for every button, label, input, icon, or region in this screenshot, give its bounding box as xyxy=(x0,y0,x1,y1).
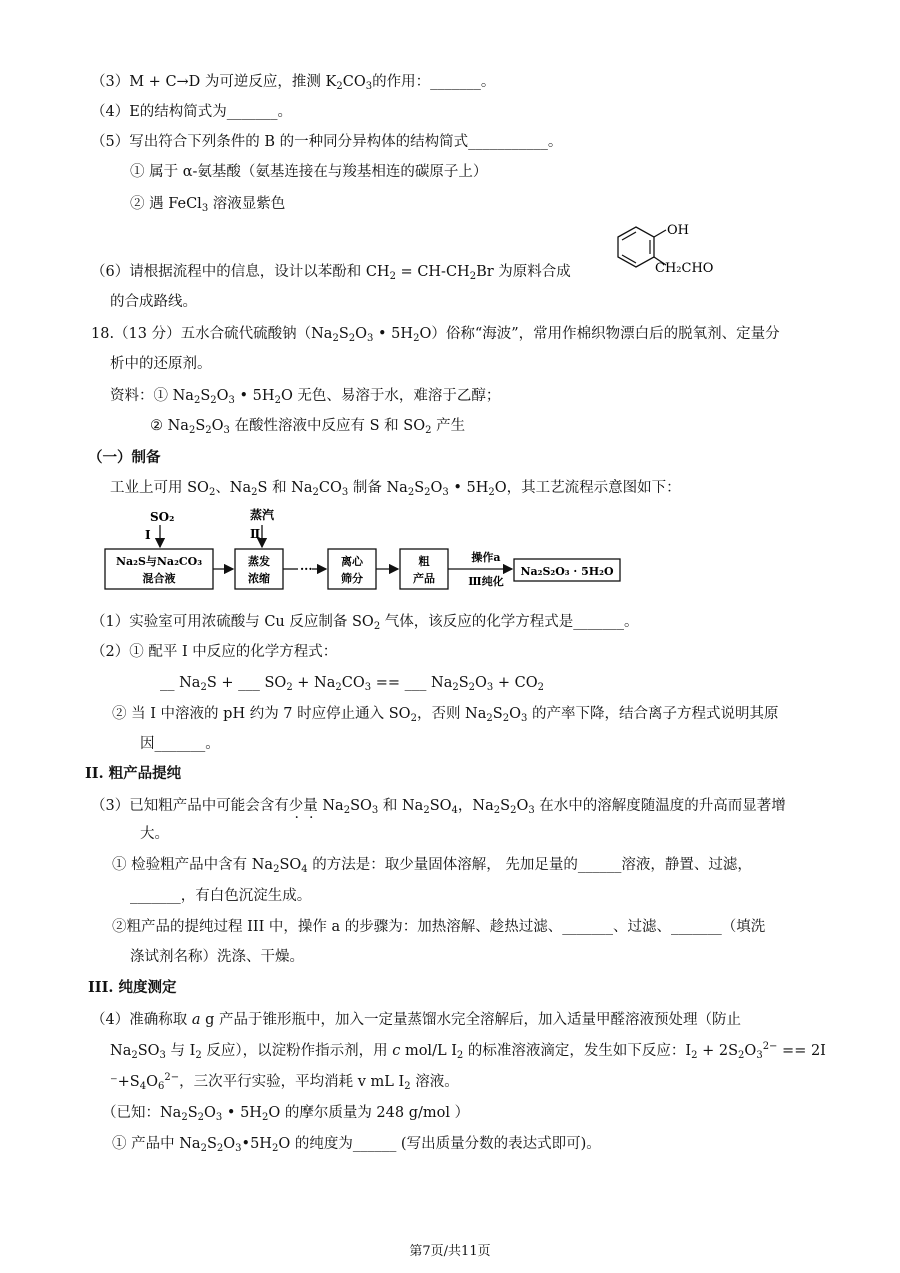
section-3-title: III. 纯度测定 xyxy=(88,979,177,996)
question-4-purity: （4）准确称取 a g 产品于锥形瓶中，加入一定量蒸馏水完全溶解后，加入适量甲醛溶液预处理（防止 xyxy=(91,1012,741,1028)
question-1: （1）实验室可用浓硫酸与 Cu 反应制备 $SO_2$ 气体，该反应的化学方程式是_______。 xyxy=(91,614,639,632)
question-2-part-2: ② 当 Ⅰ 中溶液的 pH 约为 7 时应停止通入 $SO_2$，否则 $Na_2S_2O_3$ 的产率下降，结合离子方程式说明其原 xyxy=(112,706,779,724)
question-6-line-2: 的合成路线。 xyxy=(110,294,197,310)
question-18-line-2: 析中的还原剂。 xyxy=(110,356,212,372)
svg-text:Na₂S₂O₃ · 5H₂O: Na₂S₂O₃ · 5H₂O xyxy=(520,565,614,578)
question-2: （2）① 配平 Ⅰ 中反应的化学方程式： xyxy=(91,644,338,660)
question-18: 18.（13 分）五水合硫代硫酸钠（$Na_2S_2O_3$ • $5H_2O$）俗称“海波”，常用作棉织物漂白后的脱氧剂、定量分 xyxy=(91,326,780,344)
question-4: （4）E的结构简式为_______。 xyxy=(91,104,293,120)
ch2cho-label: CH₂CHO xyxy=(655,261,714,276)
question-3-part-1: ① 检验粗产品中含有 $Na_2SO_4$ 的方法是：取少量固体溶解， 先加足量的______溶液，静置、过滤， xyxy=(112,857,752,875)
question-5-condition-2: ② 遇 FeCl$_3$ 溶液显紫色 xyxy=(130,196,286,214)
step-1-label: Ⅰ xyxy=(145,528,151,542)
section-2-title: II. 粗产品提纯 xyxy=(85,765,182,782)
molar-mass-note: （已知：$Na_2S_2O_3$ • $5H_2O$ 的摩尔质量为 248 g/mol ） xyxy=(102,1105,470,1123)
svg-text:浓缩: 浓缩 xyxy=(248,572,270,585)
question-3-purification: （3）已知粗产品中可能会含有少量 $Na_2SO_3$ 和 $Na_2SO_4$，$Na_2S_2O_3$ 在水中的溶解度随温度的升高而显著增 xyxy=(91,798,786,816)
question-6: （6）请根据流程中的信息，设计以苯酚和 $CH_2 = CH-CH_2Br$ 为原料合成 xyxy=(91,264,571,282)
svg-text:产品: 产品 xyxy=(413,572,435,585)
flow-ellipsis: ··· xyxy=(300,562,313,576)
question-2-part-2-line-2: 因_______。 xyxy=(140,736,220,752)
section-1-title: （一）制备 xyxy=(88,449,161,466)
svg-text:离心: 离心 xyxy=(341,555,363,568)
oh-label: OH xyxy=(667,223,689,238)
process-flowchart xyxy=(100,505,630,595)
step-3-label: Ⅲ纯化 xyxy=(468,575,504,588)
reference-2: ② $Na_2S_2O_3$ 在酸性溶液中反应有 S 和 $SO_2$ 产生 xyxy=(150,418,466,436)
svg-text:粗: 粗 xyxy=(418,555,430,568)
svg-text:蒸发: 蒸发 xyxy=(248,555,270,568)
question-3-part-2: ②粗产品的提纯过程 III 中，操作 a 的步骤为：加热溶解、趁热过滤、_______、过滤、_______（填洗 xyxy=(112,919,766,935)
svg-text:混合液: 混合液 xyxy=(142,572,176,585)
balance-equation: __ $Na_2S$ + ___ $SO_2 + Na_2CO_3$ == ___ $Na_2S_2O_3 + CO_2$ xyxy=(160,675,545,693)
page-footer: 第7页/共11页 xyxy=(409,1244,491,1259)
step-2-label: Ⅱ xyxy=(250,527,261,541)
operation-a-label: 操作a xyxy=(471,551,501,564)
question-3-part-2-line-2: 涤试剂名称）洗涤、干燥。 xyxy=(130,949,304,965)
steam-input-label: 蒸汽 xyxy=(250,508,275,522)
svg-text:筛分: 筛分 xyxy=(341,572,363,585)
so2-input-label: SO₂ xyxy=(150,510,175,524)
svg-text:Na₂S与Na₂CO₃: Na₂S与Na₂CO₃ xyxy=(115,555,203,568)
question-3: （3）M + C→D 为可逆反应，推测 $K_2CO_3$的作用：_______。 xyxy=(91,74,496,92)
question-5-condition-1: ① 属于 α-氨基酸（氨基连接在与羧基相连的碳原子上） xyxy=(130,164,488,180)
question-4-part-1: ① 产品中 $Na_2S_2O_3•5H_2O$ 的纯度为______ (写出质量分数的表达式即可)。 xyxy=(112,1136,601,1154)
question-5: （5）写出符合下列条件的 B 的一种同分异构体的结构简式___________。 xyxy=(91,134,563,150)
question-3-purification-line-2: 大。 xyxy=(140,826,169,842)
question-4-purity-line-3: $^-+S_4O_6^{2-}$，三次平行实验，平均消耗 v mL $I_2$ 溶液。 xyxy=(110,1072,459,1092)
question-4-purity-line-2: $Na_2SO_3$ 与 $I_2$ 反应），以淀粉作指示剂，用 c mol/L $I_2$ 的标准溶液滴定，发生如下反应：$I_2 + 2S_2O_3^{2-} == 2I$ xyxy=(110,1041,826,1061)
question-3-part-1-line-2: _______，有白色沉淀生成。 xyxy=(130,888,312,904)
process-intro: 工业上可用 $SO_2$、$Na_2S$ 和 $Na_2CO_3$ 制备 $Na_2S_2O_3$ • $5H_2O$，其工艺流程示意图如下： xyxy=(110,480,681,498)
reference-1: 资料：① $Na_2S_2O_3$ • $5H_2O$ 无色、易溶于水，难溶于乙醇； xyxy=(110,388,501,406)
hydroxyphenylacetaldehyde-structure xyxy=(600,215,720,290)
